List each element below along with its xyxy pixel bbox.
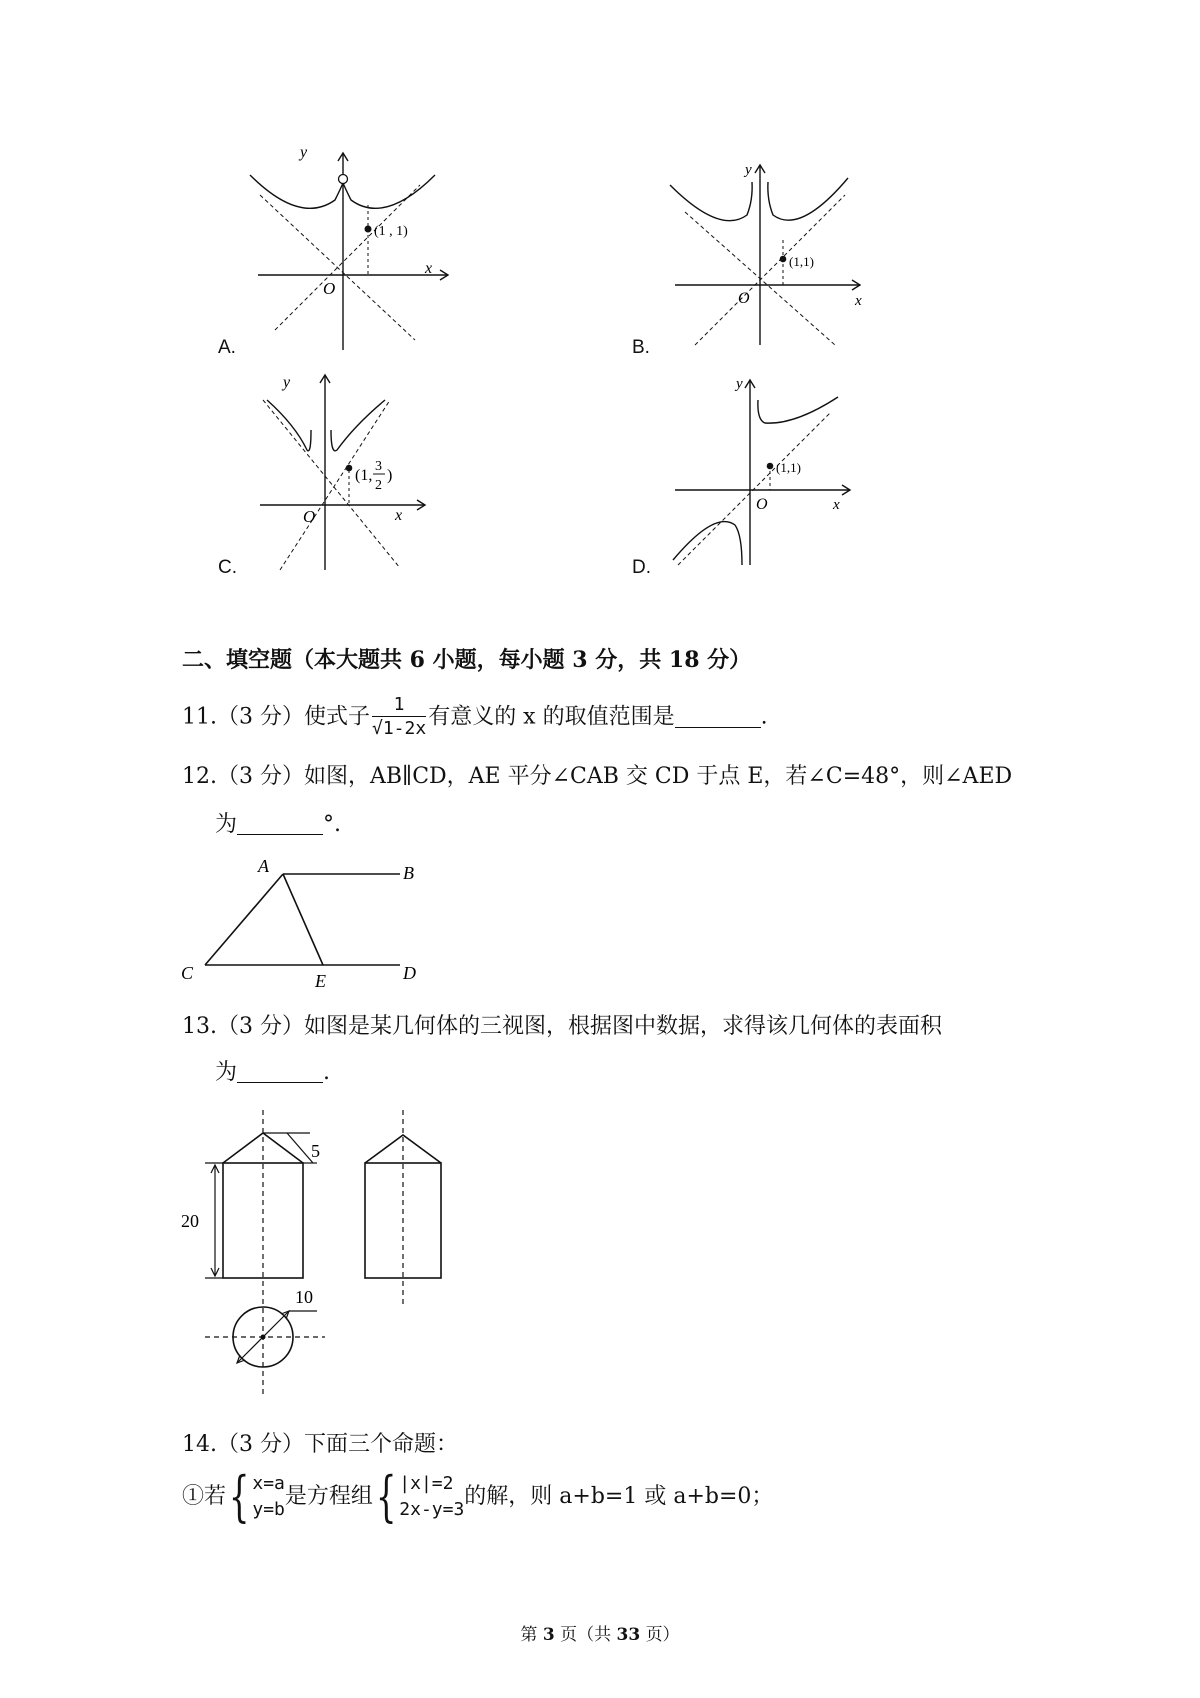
point-dot xyxy=(346,465,353,472)
origin-label: O xyxy=(756,496,768,513)
q14-system-1 xyxy=(252,1471,285,1523)
point-dot xyxy=(767,463,774,470)
point-label-num: 3 xyxy=(375,459,382,474)
asymptote-2 xyxy=(280,400,393,570)
origin-label: O xyxy=(738,290,750,307)
q13-answer-blank[interactable] xyxy=(237,1058,323,1083)
q14-system-2 xyxy=(399,1471,464,1523)
footer-post: 页） xyxy=(645,1625,680,1645)
curve-right xyxy=(331,400,385,451)
q14-sys1-line2: y=b xyxy=(252,1499,285,1520)
point-dot xyxy=(780,256,787,263)
q11-answer-blank[interactable] xyxy=(675,703,761,728)
dim-diameter: 10 xyxy=(295,1287,313,1307)
section-title: 二、填空题（本大题共 6 小题，每小题 3 分，共 18 分） xyxy=(182,647,752,673)
label-a: A xyxy=(258,856,269,876)
footer-mid: 页（共 xyxy=(560,1625,612,1645)
question-12-line1: 12.（3 分）如图，AB∥CD，AE 平分∠CAB 交 CD 于点 E，若∠C=48°，则∠AED xyxy=(182,764,1013,789)
q11-prefix: 11.（3 分）使式子 xyxy=(182,704,370,730)
y-label: y xyxy=(736,376,743,392)
q14-brace-1: { xyxy=(228,1465,250,1528)
segment-ae xyxy=(283,874,323,965)
x-label: x xyxy=(425,260,433,277)
curve-right xyxy=(343,175,435,208)
label-b: B xyxy=(403,863,414,883)
asymptote xyxy=(678,413,830,565)
q11-frac-num: 1 xyxy=(372,694,426,717)
label-d: D xyxy=(403,963,416,983)
y-label: y xyxy=(745,162,752,178)
question-11 xyxy=(182,694,768,741)
q11-end: . xyxy=(760,704,768,730)
q11-radicand: 1-2x xyxy=(382,718,427,739)
option-b-graph xyxy=(665,160,875,350)
curve-left xyxy=(267,400,311,451)
y-label: y xyxy=(283,374,291,391)
q14-brace-2: { xyxy=(375,1465,397,1528)
point-label: (1 , 1) xyxy=(374,224,408,239)
q13-prefix: 为 xyxy=(215,1060,238,1085)
curve-right xyxy=(768,178,848,220)
footer-pre: 第 xyxy=(520,1625,538,1645)
asymptote-2 xyxy=(260,195,415,340)
y-label: y xyxy=(300,145,308,161)
q14-item-prefix: ①若 xyxy=(182,1484,227,1509)
q11-suffix: 有意义的 x 的取值范围是 xyxy=(428,704,675,730)
q12-answer-blank[interactable] xyxy=(237,810,323,835)
label-c: C xyxy=(181,963,194,983)
segment-ca xyxy=(205,874,283,965)
curve-left xyxy=(670,182,752,221)
option-c-label: C. xyxy=(218,557,237,578)
question-14-line1: 14.（3 分）下面三个命题： xyxy=(182,1432,458,1457)
dim-height: 20 xyxy=(181,1211,199,1231)
footer-page-number: 3 xyxy=(542,1625,555,1645)
asymptote-2 xyxy=(695,195,845,345)
question-13-line1: 13.（3 分）如图是某几何体的三视图，根据图中数据，求得该几何体的表面积 xyxy=(182,1014,942,1039)
q11-radical-sign: √ xyxy=(371,718,383,739)
dim-roof: 5 xyxy=(311,1141,320,1161)
option-d-graph xyxy=(670,375,865,570)
q13-suffix: . xyxy=(323,1060,331,1085)
curve-upper xyxy=(758,397,838,423)
point-label-den: 2 xyxy=(375,478,382,493)
open-circle xyxy=(339,175,348,184)
side-view xyxy=(365,1110,441,1305)
roof-dim xyxy=(287,1133,313,1163)
origin-label: O xyxy=(303,507,316,526)
point-label: (1,1) xyxy=(789,254,814,269)
q14-suffix: 的解，则 a+b=1 或 a+b=0； xyxy=(464,1484,774,1509)
q13-three-views xyxy=(175,1105,495,1405)
question-13-line2 xyxy=(215,1058,330,1088)
page-footer xyxy=(0,1620,1200,1645)
q12-suffix: °. xyxy=(323,812,342,837)
point-label-suffix: ) xyxy=(387,467,393,484)
question-14-item1 xyxy=(182,1465,773,1529)
option-c-graph xyxy=(255,370,430,575)
front-view xyxy=(205,1110,317,1395)
q12-figure xyxy=(175,855,435,995)
option-d-label: D. xyxy=(632,557,651,578)
top-center-dot xyxy=(261,1335,266,1340)
q14-sys2-line2: 2x-y=3 xyxy=(399,1499,465,1520)
q12-prefix: 为 xyxy=(215,812,238,837)
point-dot xyxy=(365,226,372,233)
point-label-prefix: (1, xyxy=(355,467,373,484)
option-a-label: A. xyxy=(218,337,236,358)
origin-label: O xyxy=(323,279,336,298)
q11-frac-den xyxy=(372,717,426,741)
option-b-label: B. xyxy=(632,337,650,358)
curve-left xyxy=(250,175,343,208)
x-label: x xyxy=(855,293,862,309)
x-label: x xyxy=(395,507,403,524)
curve-lower xyxy=(673,522,742,565)
q14-sys1-line1: x=a xyxy=(252,1473,285,1494)
q14-sys2-line1: |x|=2 xyxy=(399,1473,454,1494)
point-label: (1,1) xyxy=(776,460,801,475)
question-12-line2 xyxy=(215,810,341,840)
label-e: E xyxy=(315,971,326,991)
option-a-graph xyxy=(240,145,470,355)
x-label: x xyxy=(833,497,840,513)
q11-fraction xyxy=(372,694,426,741)
footer-total-pages: 33 xyxy=(616,1625,641,1645)
q14-mid: 是方程组 xyxy=(284,1484,373,1509)
